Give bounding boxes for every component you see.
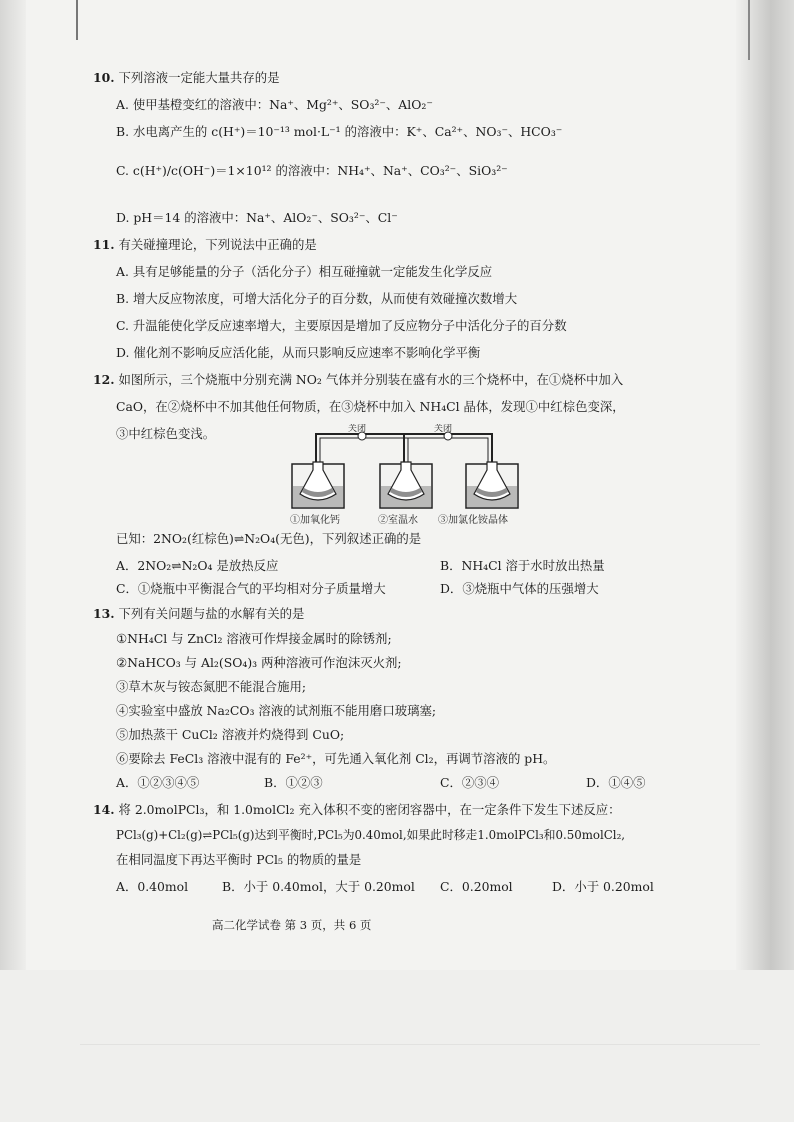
beaker-1-icon bbox=[292, 462, 344, 508]
option-d: D. 催化剂不影响反应活化能，从而只影响反应速率不影响化学平衡 bbox=[116, 345, 481, 360]
flask-label-2: ②室温水 bbox=[378, 515, 418, 526]
question-stem: 有关碰撞理论，下列说法中正确的是 bbox=[118, 237, 317, 252]
three-flask-diagram bbox=[286, 424, 526, 528]
beaker-2-icon bbox=[380, 462, 432, 508]
flask-label-3: ③加氯化铵晶体 bbox=[438, 515, 508, 526]
question-11: 11. 有关碰撞理论，下列说法中正确的是 bbox=[93, 237, 317, 252]
question-13: 13. 下列有关问题与盐的水解有关的是 bbox=[93, 606, 305, 621]
option-a: A．0.40mol bbox=[116, 879, 189, 894]
option-a: A．2NO₂⇌N₂O₄ 是放热反应 bbox=[116, 558, 279, 573]
option-c: C．②③④ bbox=[440, 775, 500, 790]
question-stem: PCl₃(g)+Cl₂(g)⇌PCl₅(g)达到平衡时,PCl₅为0.40mol,如果此时移走1.0molPCl₃和0.50molCl₂, bbox=[116, 828, 626, 842]
beaker-3-icon bbox=[466, 462, 518, 508]
blank-margin bbox=[0, 970, 794, 1122]
option-a: A. 具有足够能量的分子（活化分子）相互碰撞就一定能发生化学反应 bbox=[116, 264, 493, 279]
question-stem: ③中红棕色变浅。 bbox=[116, 426, 216, 441]
option-b: B．小于 0.40mol，大于 0.20mol bbox=[222, 879, 415, 894]
question-stem: 在相同温度下再达平衡时 PCl₅ 的物质的量是 bbox=[116, 852, 362, 867]
question-stem: 如图所示，三个烧瓶中分别充满 NO₂ 气体并分别装在盛有水的三个烧杯中，在①烧杯中加入 bbox=[118, 372, 624, 387]
question-stem: CaO，在②烧杯中不加其他任何物质，在③烧杯中加入 NH₄Cl 晶体，发现①中红棕色变深， bbox=[116, 399, 625, 414]
list-item: ②NaHCO₃ 与 Al₂(SO₄)₃ 两种溶液可作泡沫灭火剂; bbox=[116, 655, 402, 670]
question-stem: 将 2.0molPCl₃，和 1.0molCl₂ 充入体积不变的密闭容器中，在一定条件下发生下述反应： bbox=[118, 802, 621, 817]
option-c: C. c(H⁺)/c(OH⁻)＝1×10¹² 的溶液中：NH₄⁺、Na⁺、CO₃²⁻、SiO₃²⁻ bbox=[116, 163, 508, 178]
flask-label-1: ①加氧化钙 bbox=[290, 515, 340, 526]
option-c: C．0.20mol bbox=[440, 879, 513, 894]
option-d: D．③烧瓶中气体的压强增大 bbox=[440, 581, 599, 596]
option-b: B. 增大反应物浓度，可增大活化分子的百分数，从而使有效碰撞次数增大 bbox=[116, 291, 518, 306]
list-item: ④实验室中盛放 Na₂CO₃ 溶液的试剂瓶不能用磨口玻璃塞; bbox=[116, 703, 437, 718]
question-10: 10. 下列溶液一定能大量共存的是 bbox=[93, 70, 280, 85]
option-c: C. 升温能使化学反应速率增大，主要原因是增加了反应物分子中活化分子的百分数 bbox=[116, 318, 567, 333]
list-item: ⑤加热蒸干 CuCl₂ 溶液并灼烧得到 CuO; bbox=[116, 727, 345, 742]
option-a: A. 使甲基橙变红的溶液中：Na⁺、Mg²⁺、SO₃²⁻、AlO₂⁻ bbox=[116, 97, 433, 112]
question-stem: 下列溶液一定能大量共存的是 bbox=[118, 70, 280, 85]
option-d: D．小于 0.20mol bbox=[552, 879, 654, 894]
list-item: ③草木灰与铵态氮肥不能混合施用; bbox=[116, 679, 307, 694]
given-equation: 已知：2NO₂(红棕色)⇌N₂O₄(无色)，下列叙述正确的是 bbox=[116, 531, 422, 546]
page-footer: 高二化学试卷 第 3 页，共 6 页 bbox=[212, 918, 372, 932]
valve-left-label: 关闭 bbox=[348, 424, 367, 434]
option-b: B．NH₄Cl 溶于水时放出热量 bbox=[440, 558, 605, 573]
option-d: D. pH＝14 的溶液中：Na⁺、AlO₂⁻、SO₃²⁻、Cl⁻ bbox=[116, 210, 398, 225]
question-12: 12. 如图所示，三个烧瓶中分别充满 NO₂ 气体并分别装在盛有水的三个烧杯中，在①烧杯中加入 bbox=[93, 372, 624, 387]
list-item: ①NH₄Cl 与 ZnCl₂ 溶液可作焊接金属时的除锈剂; bbox=[116, 631, 392, 646]
option-d: D．①④⑤ bbox=[586, 775, 646, 790]
question-stem: 下列有关问题与盐的水解有关的是 bbox=[118, 606, 305, 621]
question-14: 14. 将 2.0molPCl₃，和 1.0molCl₂ 充入体积不变的密闭容器中，在一定条件下发生下述反应： bbox=[93, 802, 621, 817]
option-b: B. 水电离产生的 c(H⁺)＝10⁻¹³ mol·L⁻¹ 的溶液中：K⁺、Ca²⁺、NO₃⁻、HCO₃⁻ bbox=[116, 124, 563, 139]
option-a: A．①②③④⑤ bbox=[116, 775, 200, 790]
scan-fold-line bbox=[80, 1044, 760, 1045]
valve-right-label: 关闭 bbox=[434, 424, 453, 434]
option-c: C．①烧瓶中平衡混合气的平均相对分子质量增大 bbox=[116, 581, 386, 596]
option-b: B．①②③ bbox=[264, 775, 323, 790]
list-item: ⑥要除去 FeCl₃ 溶液中混有的 Fe²⁺，可先通入氧化剂 Cl₂，再调节溶液的 pH。 bbox=[116, 751, 556, 766]
